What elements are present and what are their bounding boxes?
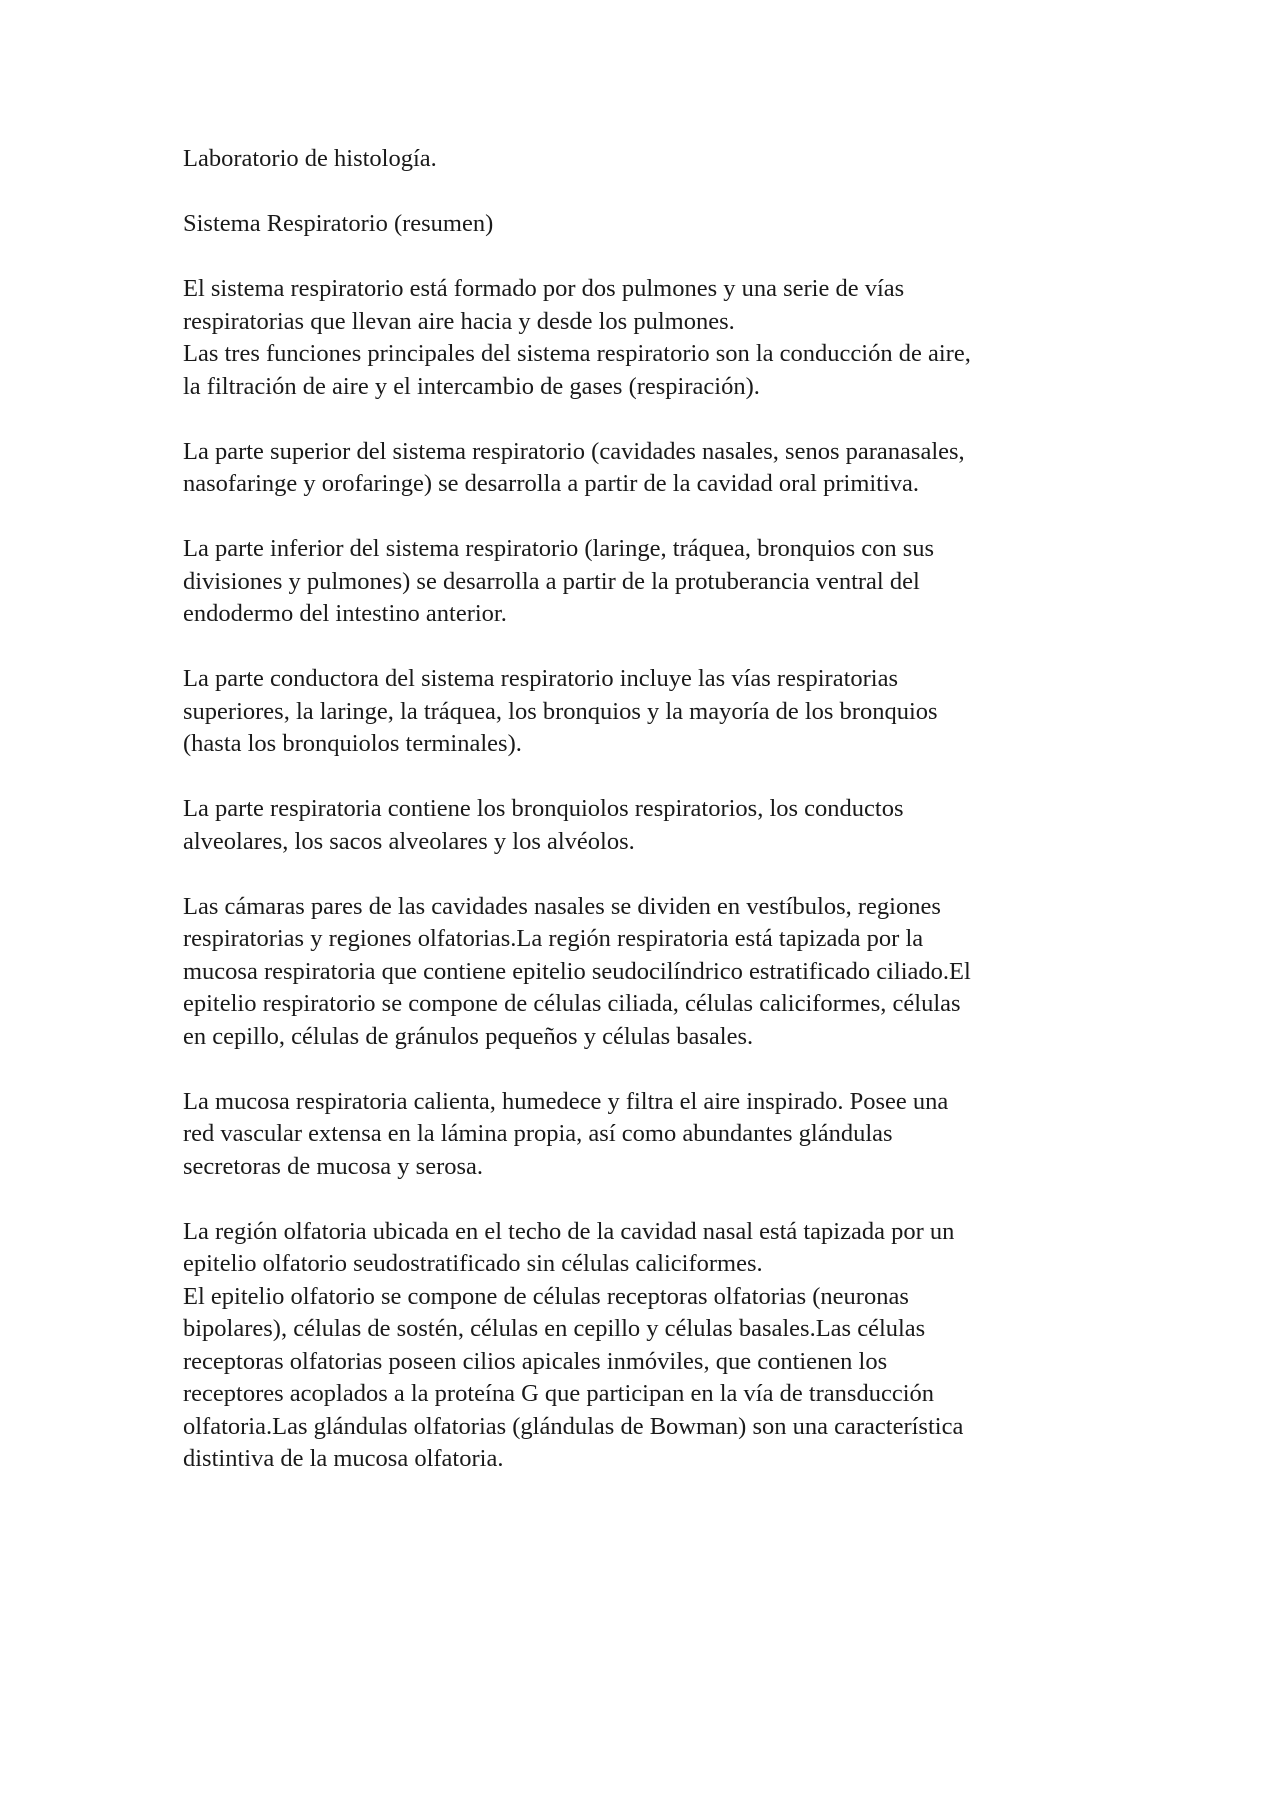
paragraph-line: respiratorias que llevan aire hacia y desde los pulmones.	[183, 307, 735, 335]
paragraph-line: alveolares, los sacos alveolares y los alvéolos.	[183, 827, 635, 855]
paragraph-line: distintiva de la mucosa olfatoria.	[183, 1445, 504, 1472]
paragraph	[183, 533, 1103, 631]
paragraph-line: la filtración de aire y el intercambio de gases (respiración).	[183, 372, 760, 400]
paragraph	[183, 663, 1103, 761]
paragraph-line: receptoras olfatorias poseen cilios apicales inmóviles, que contienen los	[183, 1347, 888, 1375]
paragraph	[183, 436, 1103, 501]
paragraph-line: Las tres funciones principales del sistema respiratorio son la conducción de aire,	[183, 340, 971, 367]
paragraph-line: mucosa respiratoria que contiene epitelio seudocilíndrico estratificado ciliado.El	[183, 957, 971, 985]
subtitle-line: Sistema Respiratorio (resumen)	[183, 210, 494, 237]
paragraph-line: olfatoria.Las glándulas olfatorias (glándulas de Bowman) son una característica	[183, 1412, 964, 1440]
paragraph-line: epitelio respiratorio se compone de células ciliada, células caliciformes, células	[183, 990, 961, 1017]
paragraph-line: nasofaringe y orofaringe) se desarrolla a partir de la cavidad oral primitiva.	[183, 470, 920, 497]
paragraph-line: bipolares), células de sostén, células en cepillo y células basales.Las células	[183, 1315, 926, 1342]
paragraph	[183, 793, 1103, 858]
paragraph-line: divisiones y pulmones) se desarrolla a partir de la protuberancia ventral del	[183, 567, 920, 595]
paragraph-line: en cepillo, células de gránulos pequeños y células basales.	[183, 1022, 754, 1050]
paragraph-line: endodermo del intestino anterior.	[183, 600, 507, 627]
title-line: Laboratorio de histología.	[183, 145, 437, 172]
paragraph-line: Las cámaras pares de las cavidades nasales se dividen en vestíbulos, regiones	[183, 892, 941, 920]
paragraph	[183, 891, 1103, 1054]
paragraph-line: El epitelio olfatorio se compone de células receptoras olfatorias (neuronas	[183, 1282, 909, 1310]
paragraph-line: respiratorias y regiones olfatorias.La región respiratoria está tapizada por la	[183, 925, 924, 952]
paragraph-line: (hasta los bronquiolos terminales).	[183, 730, 522, 757]
paragraph	[183, 273, 1103, 403]
paragraph-line: red vascular extensa en la lámina propia, así como abundantes glándulas	[183, 1120, 893, 1147]
paragraph-line: receptores acoplados a la proteína G que participan en la vía de transducción	[183, 1380, 935, 1407]
paragraph-line: La región olfatoria ubicada en el techo de la cavidad nasal está tapizada por un	[183, 1217, 955, 1245]
paragraph-line: secretoras de mucosa y serosa.	[183, 1152, 484, 1180]
paragraph-line: La mucosa respiratoria calienta, humedece y filtra el aire inspirado. Posee una	[183, 1087, 949, 1115]
paragraph	[183, 1086, 1103, 1184]
paragraph-line: La parte inferior del sistema respiratorio (laringe, tráquea, bronquios con sus	[183, 535, 935, 562]
paragraph	[183, 1216, 1103, 1476]
document-subtitle	[183, 208, 1103, 241]
paragraph-line: El sistema respiratorio está formado por dos pulmones y una serie de vías	[183, 275, 905, 302]
document-body	[183, 143, 1103, 1508]
paragraph-line: La parte conductora del sistema respiratorio incluye las vías respiratorias	[183, 665, 898, 692]
paragraph-line: epitelio olfatorio seudostratificado sin células caliciformes.	[183, 1250, 763, 1277]
document-title	[183, 143, 1103, 176]
paragraph-line: La parte respiratoria contiene los bronquiolos respiratorios, los conductos	[183, 795, 904, 822]
paragraph-line: superiores, la laringe, la tráquea, los bronquios y la mayoría de los bronquios	[183, 697, 938, 725]
paragraph-list	[183, 273, 1103, 1476]
paragraph-line: La parte superior del sistema respiratorio (cavidades nasales, senos paranasales,	[183, 437, 965, 465]
